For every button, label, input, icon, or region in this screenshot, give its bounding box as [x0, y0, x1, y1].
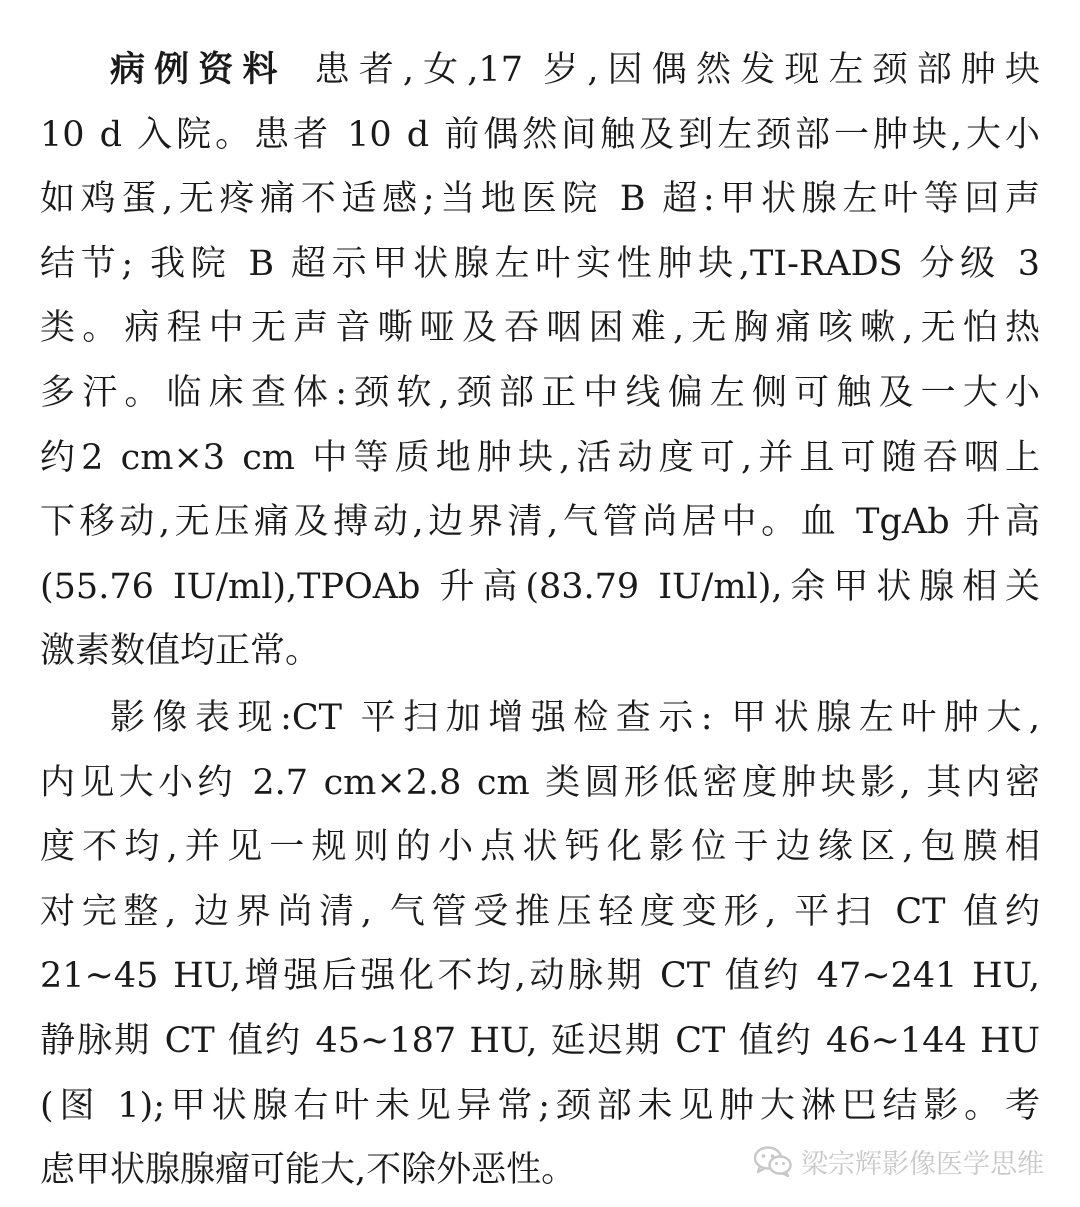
- paragraph-1-line-8: 下移动,无压痛及搏动,边界清,气管尚居中。血 TgAb 升高: [40, 502, 1040, 543]
- paragraph-1-line-7: 约2 cm×3 cm 中等质地肿块,活动度可,并且可随吞咽上: [40, 437, 1040, 478]
- paragraph-1-text: 患者,女,17 岁,因偶然发现左颈部肿块: [314, 50, 1040, 90]
- paragraph-2-line-2: 内见大小约 2.7 cm×2.8 cm 类圆形低密度肿块影, 其内密: [40, 762, 1040, 803]
- paragraph-2-line-1: 影像表现:CT 平扫加增强检查示: 甲状腺左叶肿大,: [110, 697, 1040, 738]
- paragraph-1-line-9: (55.76 IU/ml),TPOAb 升高(83.79 IU/ml),余甲状腺相关: [40, 566, 1040, 607]
- paragraph-1-line-2: 10 d 入院。患者 10 d 前偶然间触及到左颈部一肿块,大小: [40, 114, 1040, 155]
- article-body: [40, 38, 1040, 1203]
- paragraph-1-line-4: 结节; 我院 B 超示甲状腺左叶实性肿块,TI-RADS 分级 3: [40, 243, 1040, 284]
- paragraph-2-line-8: 虑甲状腺腺瘤可能大,不除外恶性。: [40, 1150, 577, 1191]
- watermark-text: 梁宗辉影像医学思维: [801, 1148, 1044, 1180]
- paragraph-1-line-1: [40, 38, 1040, 103]
- paragraph-2-line-7: (图 1);甲状腺右叶未见异常;颈部未见肿大淋巴结影。考: [40, 1085, 1040, 1126]
- wechat-icon: [753, 1145, 793, 1177]
- section-label: 病例资料: [110, 50, 287, 90]
- paragraph-1-line-5: 类。病程中无声音嘶哑及吞咽困难,无胸痛咳嗽,无怕热: [40, 308, 1040, 349]
- paragraph-2-line-4: 对完整, 边界尚清, 气管受推压轻度变形, 平扫 CT 值约: [40, 891, 1040, 932]
- paragraph-2-line-6: 静脉期 CT 值约 45~187 HU, 延迟期 CT 值约 46~144 HU: [40, 1020, 1040, 1061]
- paragraph-1-line-6: 多汗。临床查体:颈软,颈部正中线偏左侧可触及一大小: [40, 372, 1040, 413]
- watermark: [753, 1139, 1044, 1183]
- paragraph-1-line-3: 如鸡蛋,无疼痛不适感;当地医院 B 超:甲状腺左叶等回声: [40, 179, 1040, 220]
- paragraph-1-line-10: 激素数值均正常。: [40, 631, 321, 672]
- paragraph-2-line-5: 21~45 HU,增强后强化不均,动脉期 CT 值约 47~241 HU,: [40, 956, 1040, 997]
- paragraph-2-line-3: 度不均,并见一规则的小点状钙化影位于边缘区,包膜相: [40, 827, 1040, 868]
